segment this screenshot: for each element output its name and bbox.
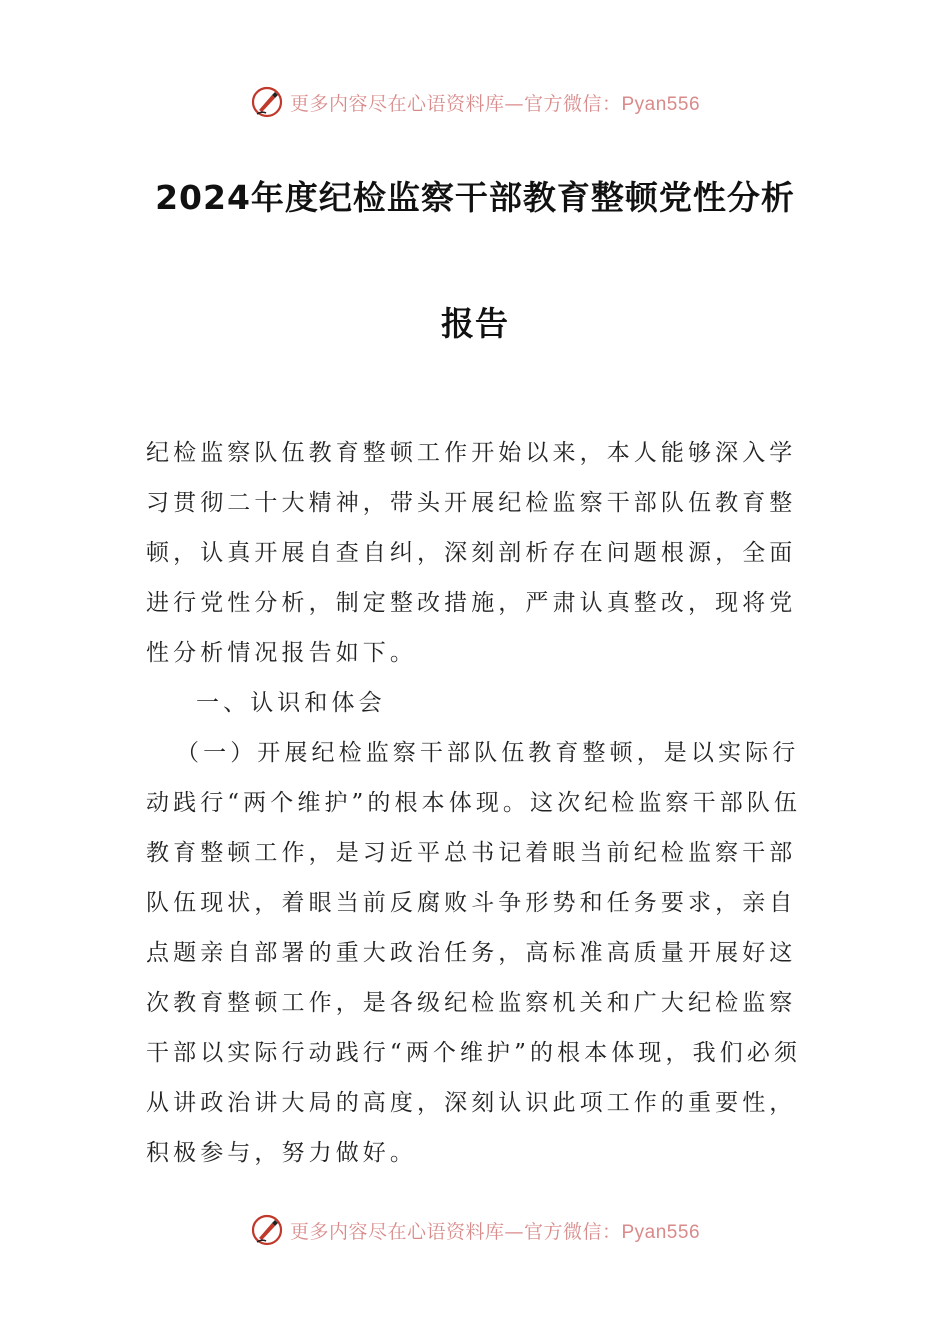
header-watermark-banner [0,80,950,124]
pen-logo-icon [250,85,284,119]
section-heading: 一、认识和体会 [196,690,386,716]
body-paragraph: （一）开展纪检监察干部队伍教育整顿，是以实际行动践行“两个维护”的根本体现。这次纪检监察干部队伍教育整顿工作，是习近平总书记着眼当前纪检监察干部队伍现状，着眼当前反腐败斗争形势和任务要求，亲自点题亲自部署的重大政治任务，高标准高质量开展好这次教育整顿工作，是各级纪检监察机关和广大纪检监察干部以实际行动践行“两个维护”的根本体现，我们必须从讲政治讲大局的高度，深刻认识此项工作的重要性，积极参与，努力做好。 [146,740,802,1166]
footer-watermark-banner [0,1208,950,1252]
intro-paragraph: 纪检监察队伍教育整顿工作开始以来，本人能够深入学习贯彻二十大精神，带头开展纪检监察干部队伍教育整顿，认真开展自查自纠，深刻剖析存在问题根源，全面进行党性分析，制定整改措施，严肃认真整改，现将党性分析情况报告如下。 [146,440,797,666]
watermark-text: 更多内容尽在心语资料库—官方微信：Pyan556 [289,1220,701,1243]
pen-logo-icon [250,1213,284,1247]
document-title-line-2: 报告 [441,304,509,343]
document-body [146,428,806,1178]
watermark-text: 更多内容尽在心语资料库—官方微信：Pyan556 [289,92,701,115]
document-title-line-1: 2024年度纪检监察干部教育整顿党性分析 [155,178,795,217]
